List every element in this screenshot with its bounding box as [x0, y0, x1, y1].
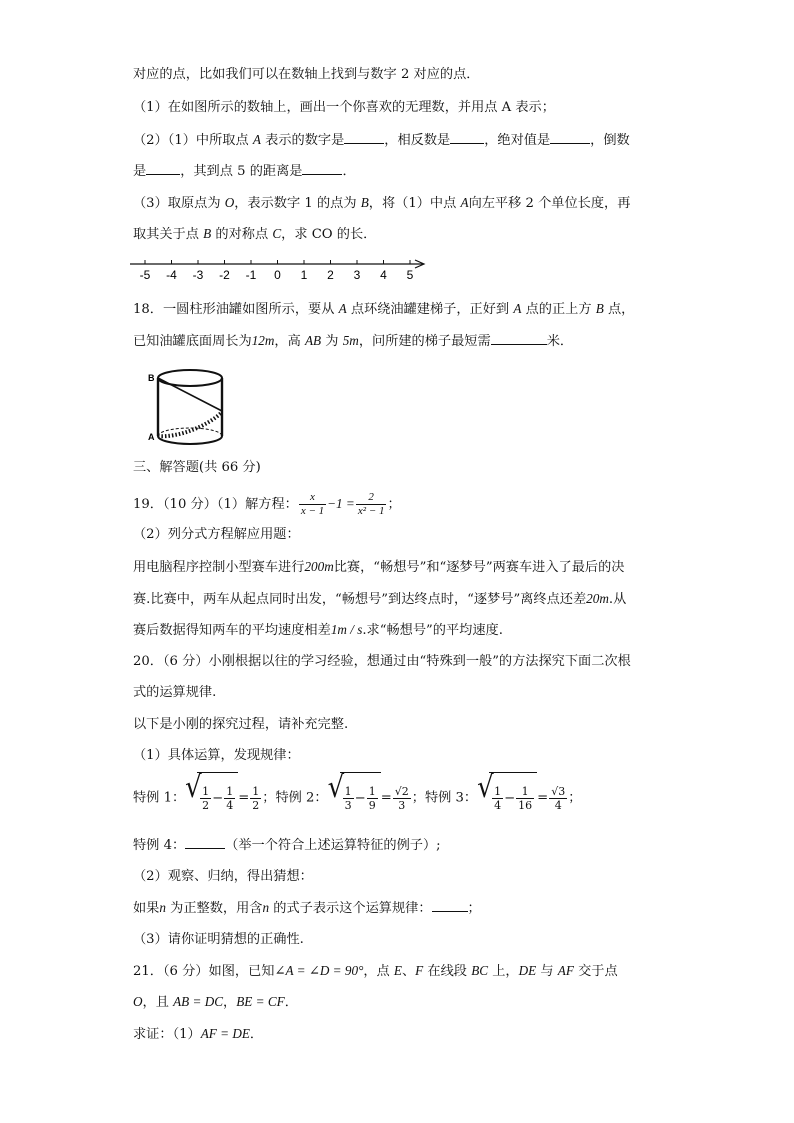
- question-21-line1: 21．（6 分）如图，已知∠A = ∠D = 90°，点 E、F 在线段 BC 上，DE 与 AF 交于点: [133, 963, 618, 979]
- question-17-part3-cont: 取其关于点 B 的对称点 C，求 CO 的长．: [133, 226, 377, 242]
- cylinder-figure: [148, 366, 238, 450]
- question-19-part2: （2）列分式方程解应用题：: [133, 527, 300, 542]
- question-17-part1: （1）在如图所示的数轴上，画出一个你喜欢的无理数，并用点 A 表示；: [133, 100, 555, 115]
- question-20-part2-text: 如果n 为正整数，用含n 的式子表示这个运算规律： ；: [133, 900, 481, 916]
- number-line: [125, 252, 435, 282]
- number-line-label: 4: [380, 268, 387, 282]
- blank[interactable]: [344, 131, 384, 144]
- number-line-label: -1: [245, 268, 257, 282]
- question-21-line2: O，且 AB = DC，BE = CF．: [133, 994, 298, 1010]
- question-17-part3: （3）取原点为 O，表示数字 1 的点为 B，将（1）中点 A向左平移 2 个单位长度，再: [133, 195, 631, 211]
- number-line-label: 5: [406, 268, 414, 282]
- blank[interactable]: [432, 899, 468, 912]
- number-line-label: -4: [166, 268, 177, 282]
- label-A: A: [148, 432, 155, 442]
- question-18-line1: 18．一圆柱形油罐如图所示，要从 A 点环绕油罐建梯子，正好到 A 点的正上方 B 点，: [133, 301, 635, 317]
- question-20-line4: （1）具体运算，发现规律：: [133, 748, 300, 763]
- blank[interactable]: [491, 332, 547, 345]
- blank[interactable]: [146, 162, 180, 175]
- question-19-text3: 赛后数据得知两车的平均速度相差1m / s.求“畅想号”的平均速度.: [133, 622, 503, 638]
- question-19-text2: 赛.比赛中，两车从起点同时出发，“畅想号”到达终点时，“逐梦号”离终点还差20m.从: [133, 591, 627, 607]
- question-21-prove: 求证：（1）AF = DE．: [133, 1026, 264, 1042]
- question-17-part2: （2）（1）中所取点 A 表示的数字是 ，相反数是 ，绝对值是 ，倒数: [133, 132, 630, 148]
- question-19-text1: 用电脑程序控制小型赛车进行200m比赛，“畅想号”和“逐梦号”两赛车进入了最后的决: [133, 559, 625, 575]
- question-17-part2-cont: 是 ，其到点 5 的距离是 ．: [133, 164, 356, 179]
- number-line-label: 0: [274, 268, 281, 282]
- question-20-line1: 20．（6 分）小刚根据以往的学习经验，想通过由“特殊到一般”的方法探究下面二次根: [133, 654, 631, 669]
- number-line-label: -3: [192, 268, 204, 282]
- blank[interactable]: [185, 836, 225, 849]
- number-line-label: 1: [300, 268, 308, 282]
- question-18-line2: 已知油罐底面周长为12m，高 AB 为 5m，问所建的梯子最短需 米．: [133, 333, 574, 349]
- label-B: B: [148, 373, 155, 383]
- blank[interactable]: [550, 131, 590, 144]
- blank[interactable]: [450, 131, 484, 144]
- question-20-line3: 以下是小刚的探究过程，请补充完整.: [133, 717, 349, 732]
- question-20-line2: 式的运算规律.: [133, 685, 217, 700]
- question-20-part2: （2）观察、归纳，得出猜想：: [133, 869, 313, 884]
- question-20-example4: 特例 4： （举一个符合上述运算特征的例子）;: [133, 838, 441, 853]
- para-text: 对应的点，比如我们可以在数轴上找到与数字 2 对应的点．: [133, 67, 480, 82]
- number-line-label: 2: [327, 268, 334, 282]
- question-20-part3: （3）请你证明猜想的正确性.: [133, 932, 304, 947]
- number-line-label: -2: [219, 268, 230, 282]
- question-19-line1: 19．（10 分）（1）解方程： $\frac{x}{x - 1}$ −1 = $\frac{2}{\text{x² − 1}}$ ；: [133, 491, 401, 517]
- question-20-examples: 特例 1： √ $\frac{1}{2}$ − $\frac{1}{4}$ = $\frac{1}{2}$ ；特例 2： √ $\frac{1}{3}$ − $\frac{1}{9}$ = $\frac{√2}{3}$ ；特例 3： √ $\frac{1}{4}$ − $\frac{1}{16}$ = $\frac{√3}{4}$ ；: [133, 772, 581, 822]
- section-heading: 三、解答题(共 66 分): [133, 460, 261, 475]
- number-line-label: -5: [139, 268, 151, 282]
- number-line-label: 3: [353, 268, 361, 282]
- blank[interactable]: [302, 162, 342, 175]
